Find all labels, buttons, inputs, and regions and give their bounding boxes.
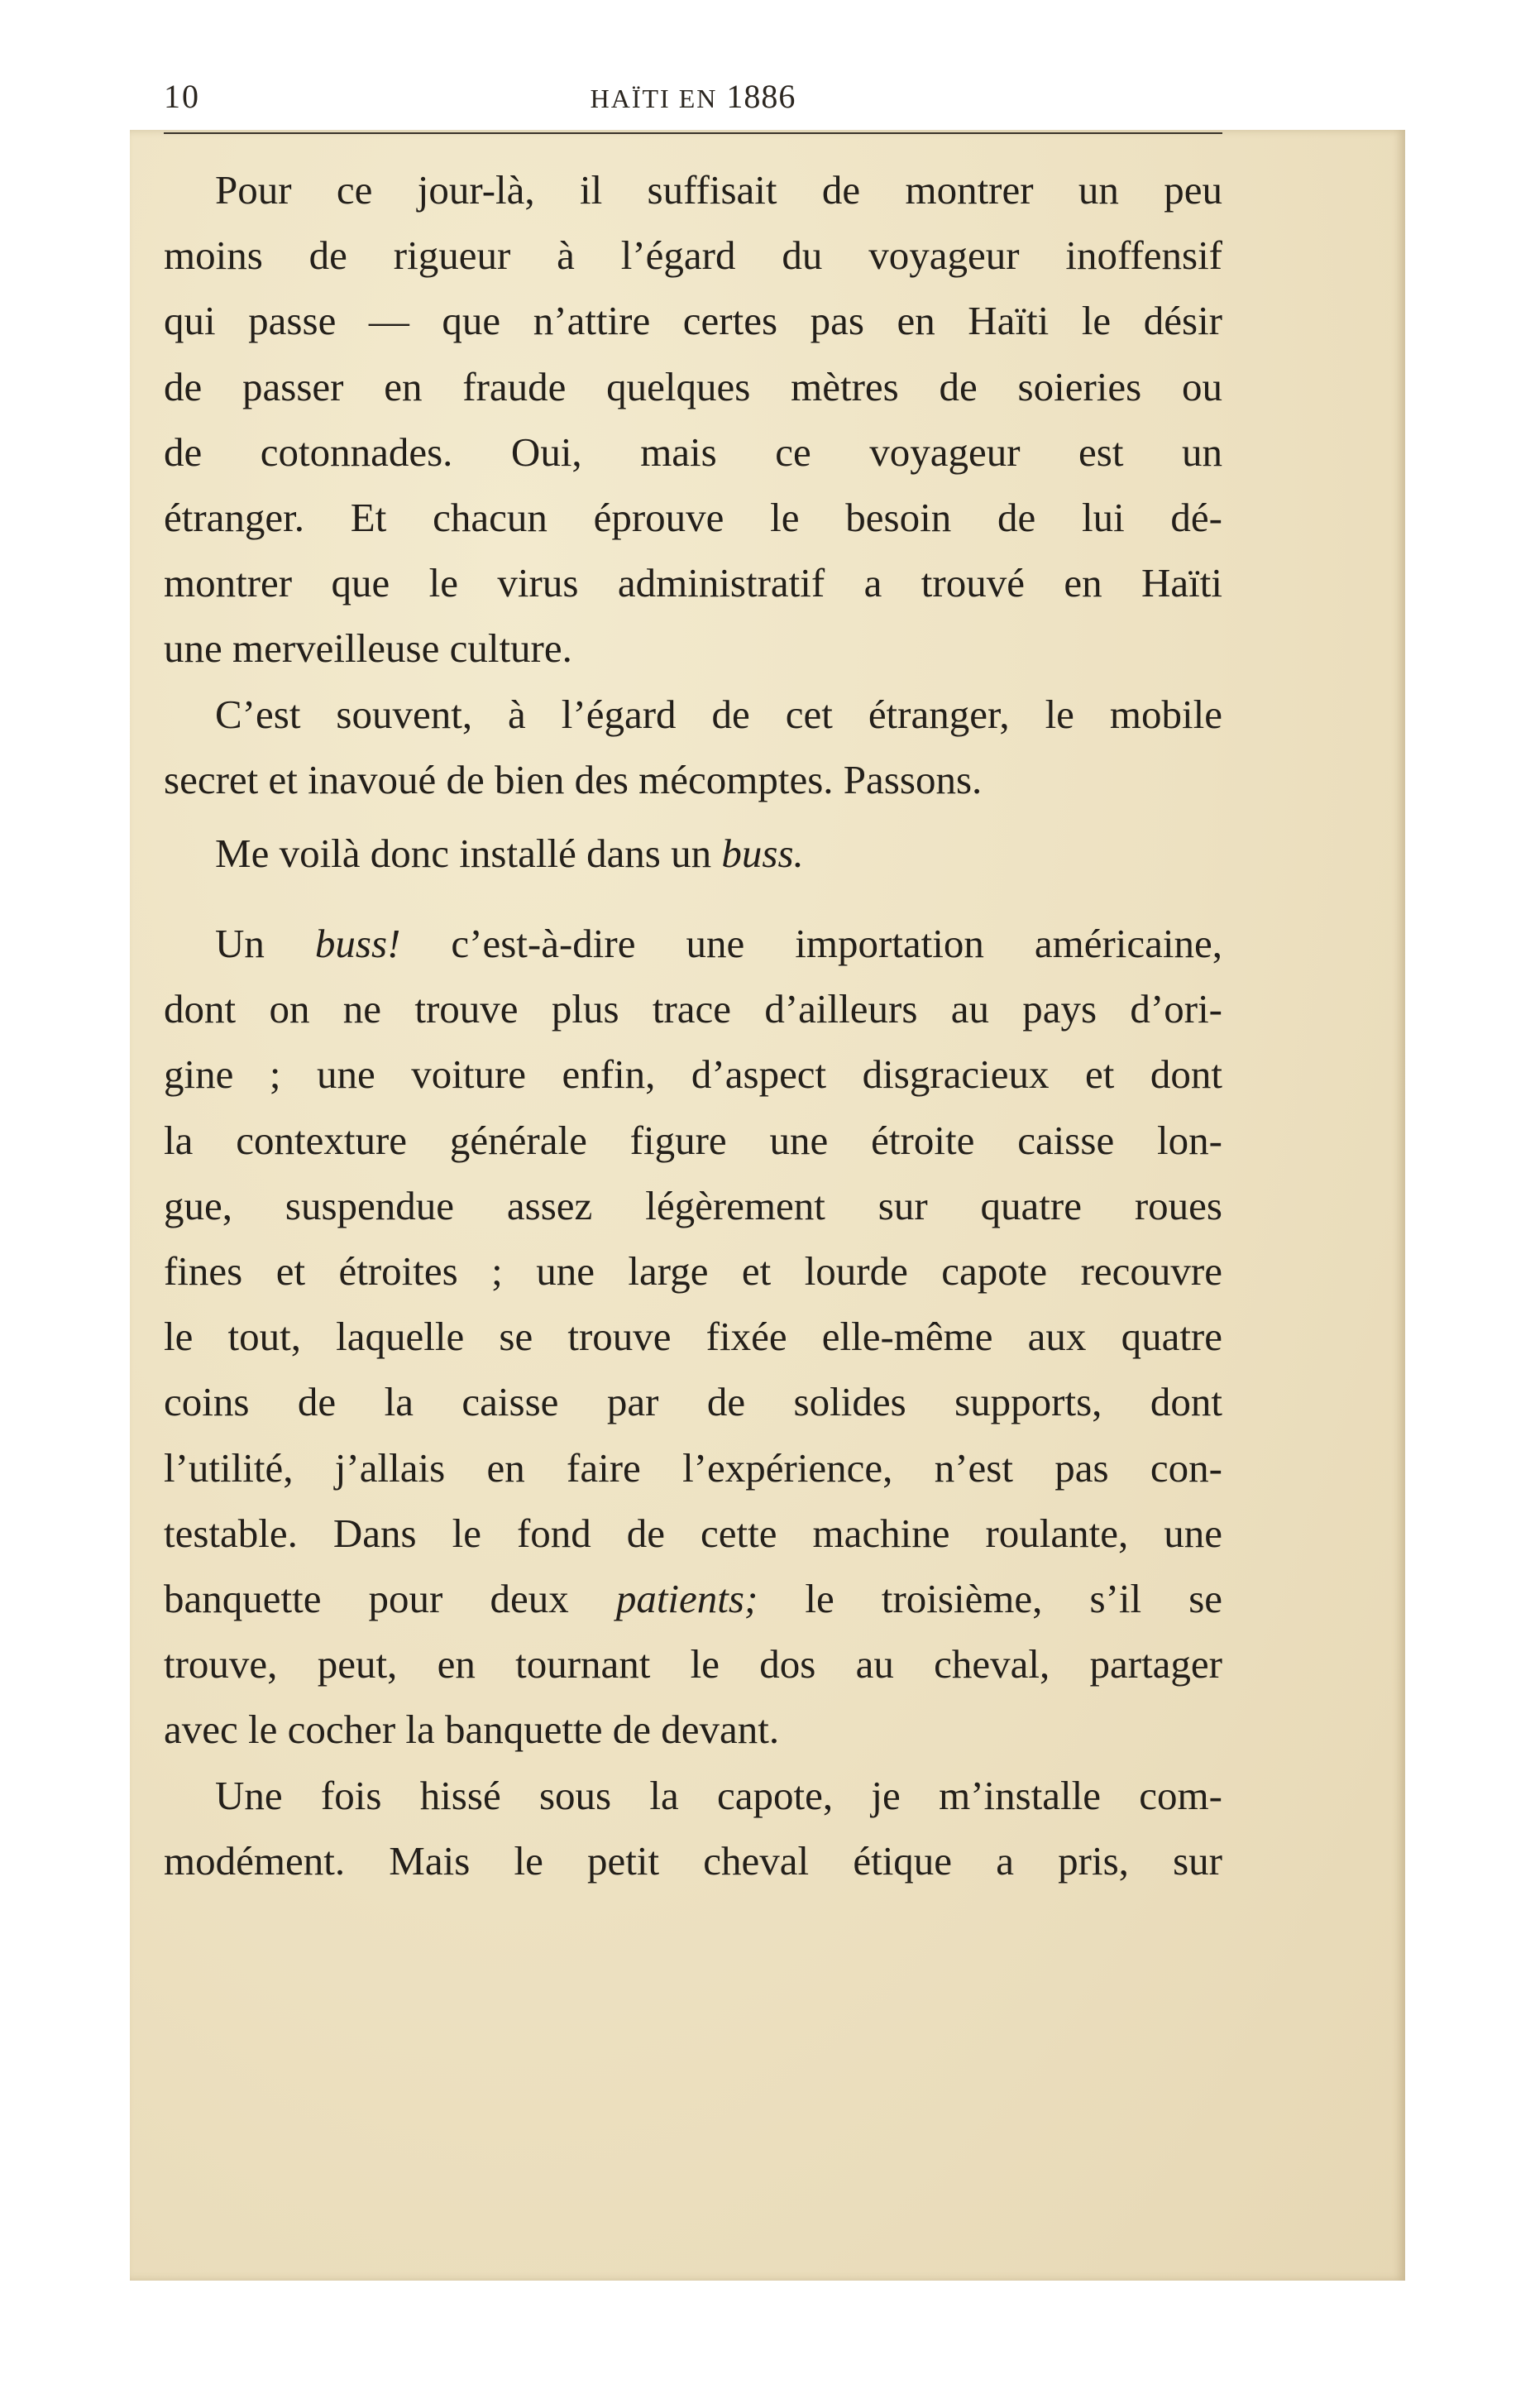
- text-line: avec le cocher la banquette de devant.: [164, 1707, 780, 1753]
- text-line: le tout, laquelle se trouve fixée elle-même aux quatre: [164, 1314, 1222, 1360]
- text-line: dont on ne trouve plus trace d’ailleurs au pays d’ori-: [164, 986, 1222, 1032]
- page-number: 10: [164, 78, 200, 115]
- text-line: Une fois hissé sous la capote, je m’installe com-: [215, 1772, 1222, 1818]
- text-line: de cotonnades. Oui, mais ce voyageur est un: [164, 428, 1222, 475]
- running-head: [164, 68, 1222, 127]
- text-segment: banquette pour deux: [164, 1575, 569, 1621]
- text-line: [164, 1566, 1222, 1631]
- text-line: fines et étroites ; une large et lourde capote recouvre: [164, 1248, 1222, 1294]
- text-line: C’est souvent, à l’égard de cet étranger, le mobile: [215, 691, 1222, 737]
- text-line: de passer en fraude quelques mètres de soieries ou: [164, 363, 1222, 409]
- running-head-year: 1886: [726, 78, 796, 115]
- text-line: étranger. Et chacun éprouve le besoin de lui dé-: [164, 494, 1222, 540]
- text-line: coins de la caisse par de solides supports, dont: [164, 1379, 1222, 1425]
- text-line: l’utilité, j’allais en faire l’expérience, n’est pas con-: [164, 1444, 1222, 1491]
- text-line: gine ; une voiture enfin, d’aspect disgracieux et dont: [164, 1051, 1222, 1098]
- text-line: trouve, peut, en tournant le dos au cheval, partager: [164, 1641, 1222, 1688]
- header-rule: [164, 132, 1222, 134]
- text-line: une merveilleuse culture.: [164, 625, 572, 672]
- text-segment: Me voilà donc installé dans un: [215, 830, 712, 876]
- italic-word: buss!: [314, 921, 401, 967]
- text-segment: le troisième, s’il se: [805, 1575, 1222, 1621]
- text-line: la contexture générale figure une étroite caisse lon-: [164, 1117, 1222, 1163]
- text-line: [164, 911, 1222, 976]
- italic-word: buss.: [721, 830, 804, 876]
- page-header: [164, 68, 1222, 126]
- text-line: [164, 821, 1222, 886]
- body-text: [164, 157, 1222, 1893]
- text-line: testable. Dans le fond de cette machine roulante, une: [164, 1510, 1222, 1556]
- italic-word: patients;: [615, 1575, 758, 1621]
- text-line: qui passe — que n’attire certes pas en Haïti le désir: [164, 298, 1222, 344]
- text-segment: Un: [215, 921, 265, 967]
- text-line: secret et inavoué de bien des mécomptes. Passons.: [164, 756, 983, 802]
- text-line: modément. Mais le petit cheval étique a pris, sur: [164, 1837, 1222, 1884]
- running-head-title: HAÏTI EN: [590, 84, 718, 113]
- text-line: moins de rigueur à l’égard du voyageur inoffensif: [164, 232, 1222, 279]
- text-segment: c’est-à-dire une importation américaine,: [451, 921, 1222, 967]
- text-line: Pour ce jour-là, il suffisait de montrer un peu: [215, 167, 1222, 213]
- text-line: gue, suspendue assez légèrement sur quatre roues: [164, 1182, 1222, 1228]
- text-line: montrer que le virus administratif a trouvé en Haïti: [164, 560, 1222, 606]
